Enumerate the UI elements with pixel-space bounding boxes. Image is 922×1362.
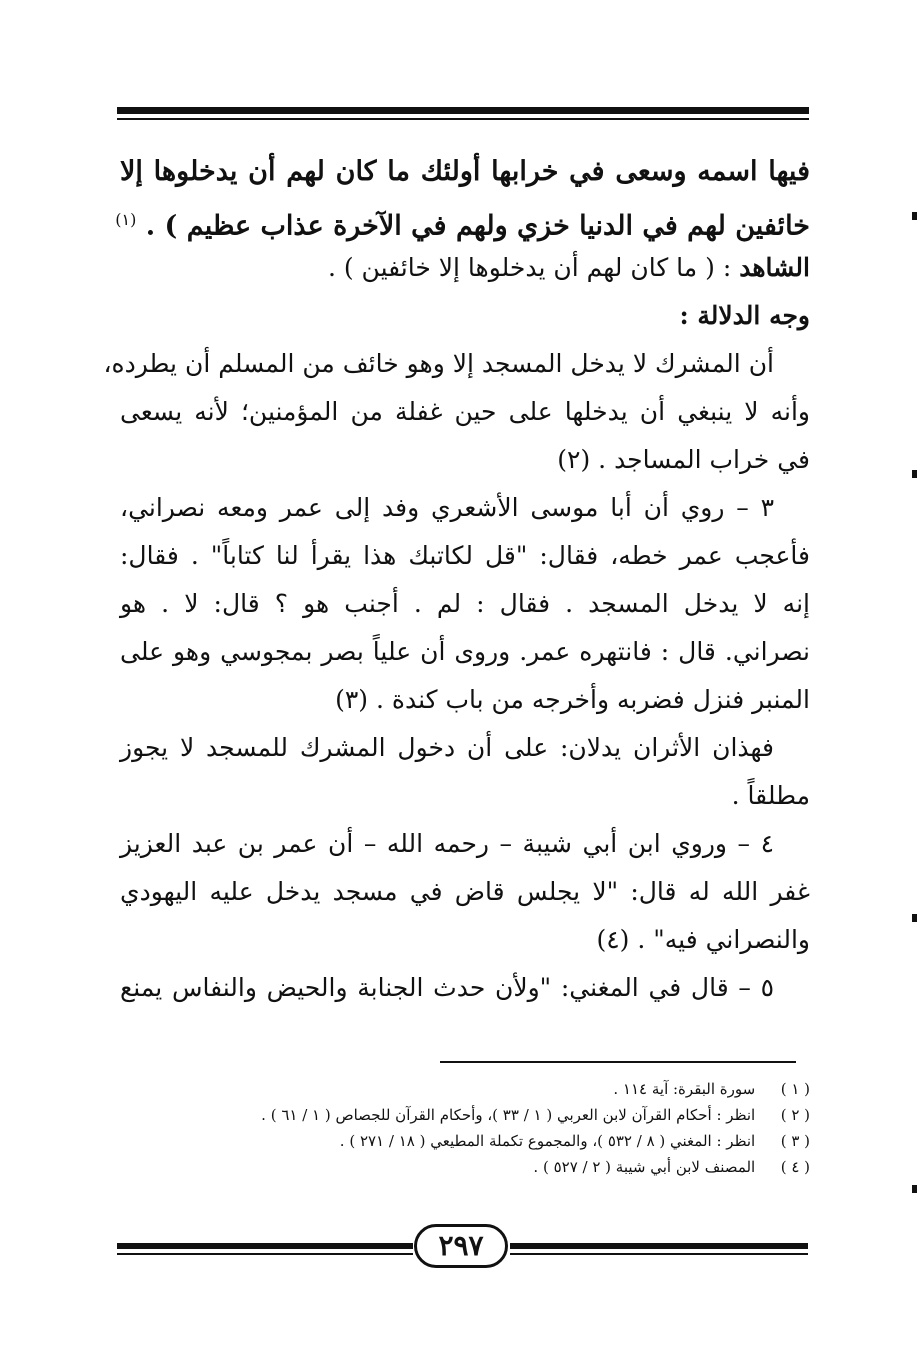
text-line	[120, 676, 810, 724]
scan-mark	[912, 212, 917, 220]
header-rule-thin	[117, 118, 809, 120]
text-segment: المنبر فنزل فضربه وأخرجه من باب كندة . (٣)	[335, 685, 810, 714]
text-segment: فهذان الأثران يدلان: على أن دخول المشرك للمسجد لا يجوز	[120, 733, 774, 762]
text-line	[120, 484, 810, 532]
text-segment: : ( ما كان لهم أن يدخلوها إلا خائفين ) .	[327, 253, 740, 282]
text-line	[120, 772, 810, 820]
text-segment: ٥ – قال في المغني: "ولأن حدث الجنابة والحيض والنفاس يمنع	[120, 973, 774, 1002]
text-line	[120, 868, 810, 916]
text-line	[120, 532, 810, 580]
text-line	[120, 724, 810, 772]
text-segment: فأعجب عمر خطه، فقال: "قل لكاتبك هذا يقرأ لنا كتاباً" . فقال:	[120, 541, 810, 570]
page-number: ٢٩٧	[414, 1224, 508, 1268]
scan-mark	[912, 914, 917, 922]
footnote-text: المصنف لابن أبي شيبة ( ٢ / ٥٢٧ ) .	[533, 1158, 760, 1176]
section-label: الشاهد	[739, 253, 810, 282]
section-label: وجه الدلالة :	[679, 301, 810, 330]
text-segment: في خراب المساجد . (٢)	[557, 445, 810, 474]
footer-rule-left-thick	[117, 1243, 413, 1249]
text-segment: فيها اسمه وسعى في خرابها أولئك ما كان لهم أن يدخلوها إلا	[120, 156, 810, 187]
footnote	[120, 1128, 810, 1154]
footnote-number: ( ١ )	[780, 1080, 810, 1098]
footnote-text: سورة البقرة: آية ١١٤ .	[613, 1080, 760, 1098]
footer-rule-left-thin	[117, 1253, 413, 1255]
body-text	[103, 148, 810, 1012]
footnote-number: ( ٣ )	[780, 1132, 810, 1150]
text-segment: نصراني. قال : فانتهره عمر. وروى أن علياً بصر بمجوسي وهو على	[120, 637, 810, 666]
footnote-separator	[440, 1061, 796, 1063]
text-line	[120, 964, 810, 1012]
text-segment: إنه لا يدخل المسجد . فقال : لم . أجنب هو ؟ قال: لا . هو	[120, 589, 810, 618]
footnote-number: ( ٤ )	[780, 1158, 810, 1176]
text-line	[120, 916, 810, 964]
text-line	[120, 580, 810, 628]
text-segment: خائفين لهم في الدنيا خزي ولهم في الآخرة عذاب عظيم ) .	[136, 210, 810, 242]
footnote-text: انظر : أحكام القرآن لابن العربي ( ١ / ٣٣ )، وأحكام القرآن للجصاص ( ١ / ٦١ ) .	[261, 1106, 760, 1124]
text-segment: غفر الله له قال: "لا يجلس قاض في مسجد يدخل عليه اليهودي	[120, 877, 810, 906]
text-line	[115, 196, 810, 244]
text-line	[120, 388, 810, 436]
footer-rule-right-thin	[510, 1253, 808, 1255]
text-line	[120, 628, 810, 676]
text-line	[120, 148, 810, 196]
text-line	[120, 292, 810, 340]
scan-mark	[912, 470, 917, 478]
footnote-text: انظر : المغني ( ٨ / ٥٣٢ )، والمجموع تكملة المطيعي ( ١٨ / ٢٧١ ) .	[339, 1132, 760, 1150]
footnotes	[120, 1076, 810, 1180]
footnote	[120, 1076, 810, 1102]
text-line	[120, 820, 810, 868]
footnote	[120, 1154, 810, 1180]
text-segment: وأنه لا ينبغي أن يدخلها على حين غفلة من المؤمنين؛ لأنه يسعى	[120, 397, 810, 426]
footnote	[120, 1102, 810, 1128]
footnote-ref: (١)	[115, 210, 137, 229]
text-segment: ٣ – روي أن أبا موسى الأشعري وفد إلى عمر ومعه نصراني،	[120, 493, 774, 522]
text-line	[120, 244, 810, 292]
scan-mark	[912, 1185, 917, 1193]
text-segment: أن المشرك لا يدخل المسجد إلا وهو خائف من المسلم أن يطرده،	[103, 349, 774, 378]
header-rule-thick	[117, 107, 809, 114]
text-line	[103, 340, 810, 388]
footnote-number: ( ٢ )	[780, 1106, 810, 1124]
text-segment: ٤ – وروي ابن أبي شيبة – رحمه الله – أن عمر بن عبد العزيز	[120, 829, 774, 858]
text-segment: مطلقاً .	[731, 781, 810, 810]
text-segment: والنصراني فيه" . (٤)	[596, 925, 810, 954]
footer-rule-right-thick	[510, 1243, 808, 1249]
text-line	[120, 436, 810, 484]
